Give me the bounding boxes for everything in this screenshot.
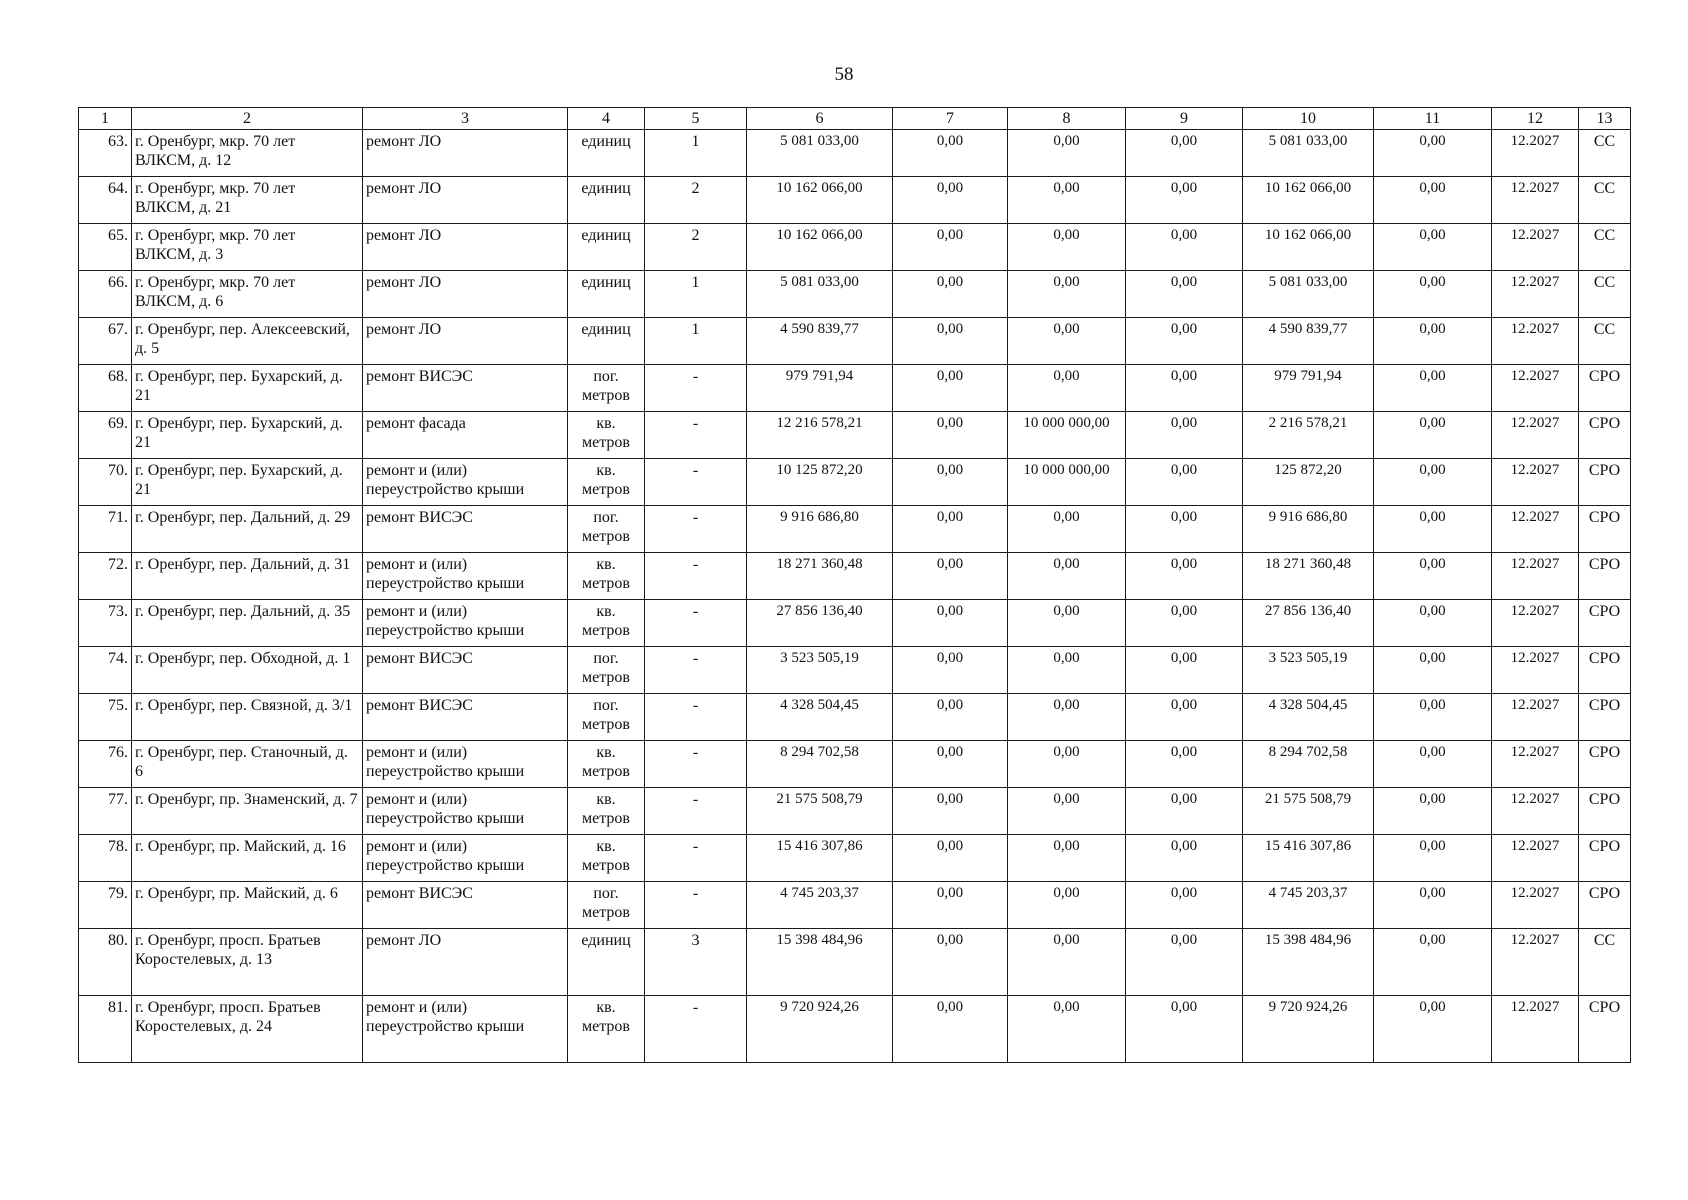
row-number-cell: 69. [79, 412, 132, 459]
column-9-cell: 0,00 [1126, 996, 1243, 1063]
column-8-cell: 0,00 [1008, 130, 1126, 177]
address-cell: г. Оренбург, пер. Станочный, д. 6 [132, 741, 363, 788]
total-cost-cell: 10 162 066,00 [747, 224, 893, 271]
table-row [79, 788, 1631, 835]
total-cost-cell: 3 523 505,19 [747, 647, 893, 694]
column-10-cell: 9 916 686,80 [1243, 506, 1374, 553]
row-number-cell: 68. [79, 365, 132, 412]
completion-date-cell: 12.2027 [1492, 741, 1579, 788]
contractor-code-cell: СС [1579, 929, 1631, 996]
address-cell: г. Оренбург, мкр. 70 лет ВЛКСМ, д. 21 [132, 177, 363, 224]
unit-cell: единиц [568, 318, 645, 365]
quantity-cell: - [645, 506, 747, 553]
unit-cell: пог. метров [568, 506, 645, 553]
column-7-cell: 0,00 [893, 694, 1008, 741]
total-cost-cell: 9 720 924,26 [747, 996, 893, 1063]
total-cost-cell: 5 081 033,00 [747, 130, 893, 177]
total-cost-cell: 10 125 872,20 [747, 459, 893, 506]
row-number-cell: 63. [79, 130, 132, 177]
table-row [79, 412, 1631, 459]
column-10-cell: 15 416 307,86 [1243, 835, 1374, 882]
row-number-cell: 72. [79, 553, 132, 600]
completion-date-cell: 12.2027 [1492, 365, 1579, 412]
contractor-code-cell: СРО [1579, 506, 1631, 553]
unit-cell: кв. метров [568, 553, 645, 600]
column-10-cell: 4 328 504,45 [1243, 694, 1374, 741]
work-type-cell: ремонт фасада [363, 412, 568, 459]
contractor-code-cell: СС [1579, 130, 1631, 177]
column-11-cell: 0,00 [1374, 553, 1492, 600]
address-cell: г. Оренбург, пер. Бухарский, д. 21 [132, 459, 363, 506]
quantity-cell: - [645, 600, 747, 647]
row-number-cell: 76. [79, 741, 132, 788]
column-7-cell: 0,00 [893, 130, 1008, 177]
column-9-cell: 0,00 [1126, 741, 1243, 788]
column-7-cell: 0,00 [893, 788, 1008, 835]
unit-cell: единиц [568, 177, 645, 224]
column-10-cell: 8 294 702,58 [1243, 741, 1374, 788]
address-cell: г. Оренбург, просп. Братьев Коростелевых, д. 13 [132, 929, 363, 996]
column-header: 1 [79, 108, 132, 130]
column-9-cell: 0,00 [1126, 318, 1243, 365]
row-number-cell: 67. [79, 318, 132, 365]
work-type-cell: ремонт ЛО [363, 224, 568, 271]
column-header: 11 [1374, 108, 1492, 130]
column-header: 13 [1579, 108, 1631, 130]
address-cell: г. Оренбург, мкр. 70 лет ВЛКСМ, д. 6 [132, 271, 363, 318]
row-number-cell: 70. [79, 459, 132, 506]
quantity-cell: - [645, 882, 747, 929]
column-8-cell: 0,00 [1008, 600, 1126, 647]
work-type-cell: ремонт ЛО [363, 929, 568, 996]
column-8-cell: 0,00 [1008, 741, 1126, 788]
work-type-cell: ремонт и (или) переустройство крыши [363, 835, 568, 882]
contractor-code-cell: СРО [1579, 553, 1631, 600]
column-9-cell: 0,00 [1126, 459, 1243, 506]
column-10-cell: 3 523 505,19 [1243, 647, 1374, 694]
column-8-cell: 0,00 [1008, 318, 1126, 365]
column-9-cell: 0,00 [1126, 882, 1243, 929]
column-8-cell: 0,00 [1008, 996, 1126, 1063]
column-11-cell: 0,00 [1374, 996, 1492, 1063]
column-8-cell: 0,00 [1008, 224, 1126, 271]
column-9-cell: 0,00 [1126, 788, 1243, 835]
row-number-cell: 65. [79, 224, 132, 271]
header-row [79, 108, 1631, 130]
completion-date-cell: 12.2027 [1492, 996, 1579, 1063]
column-10-cell: 2 216 578,21 [1243, 412, 1374, 459]
address-cell: г. Оренбург, пр. Майский, д. 16 [132, 835, 363, 882]
work-type-cell: ремонт и (или) переустройство крыши [363, 788, 568, 835]
column-7-cell: 0,00 [893, 459, 1008, 506]
work-type-cell: ремонт и (или) переустройство крыши [363, 741, 568, 788]
completion-date-cell: 12.2027 [1492, 788, 1579, 835]
column-10-cell: 10 162 066,00 [1243, 224, 1374, 271]
unit-cell: пог. метров [568, 647, 645, 694]
total-cost-cell: 4 590 839,77 [747, 318, 893, 365]
column-8-cell: 0,00 [1008, 788, 1126, 835]
column-8-cell: 0,00 [1008, 177, 1126, 224]
quantity-cell: - [645, 788, 747, 835]
row-number-cell: 73. [79, 600, 132, 647]
unit-cell: кв. метров [568, 788, 645, 835]
column-7-cell: 0,00 [893, 835, 1008, 882]
contractor-code-cell: СРО [1579, 882, 1631, 929]
work-type-cell: ремонт ВИСЭС [363, 506, 568, 553]
column-9-cell: 0,00 [1126, 506, 1243, 553]
column-9-cell: 0,00 [1126, 365, 1243, 412]
total-cost-cell: 21 575 508,79 [747, 788, 893, 835]
unit-cell: кв. метров [568, 412, 645, 459]
completion-date-cell: 12.2027 [1492, 224, 1579, 271]
quantity-cell: 1 [645, 130, 747, 177]
column-11-cell: 0,00 [1374, 741, 1492, 788]
total-cost-cell: 12 216 578,21 [747, 412, 893, 459]
column-7-cell: 0,00 [893, 741, 1008, 788]
work-type-cell: ремонт и (или) переустройство крыши [363, 459, 568, 506]
quantity-cell: - [645, 741, 747, 788]
row-number-cell: 75. [79, 694, 132, 741]
contractor-code-cell: СС [1579, 271, 1631, 318]
quantity-cell: 1 [645, 271, 747, 318]
column-11-cell: 0,00 [1374, 600, 1492, 647]
column-10-cell: 18 271 360,48 [1243, 553, 1374, 600]
row-number-cell: 71. [79, 506, 132, 553]
column-11-cell: 0,00 [1374, 835, 1492, 882]
column-8-cell: 0,00 [1008, 929, 1126, 996]
column-8-cell: 10 000 000,00 [1008, 412, 1126, 459]
column-11-cell: 0,00 [1374, 929, 1492, 996]
column-11-cell: 0,00 [1374, 694, 1492, 741]
column-9-cell: 0,00 [1126, 929, 1243, 996]
work-type-cell: ремонт ВИСЭС [363, 694, 568, 741]
completion-date-cell: 12.2027 [1492, 412, 1579, 459]
column-8-cell: 0,00 [1008, 835, 1126, 882]
column-10-cell: 5 081 033,00 [1243, 130, 1374, 177]
column-8-cell: 0,00 [1008, 694, 1126, 741]
completion-date-cell: 12.2027 [1492, 694, 1579, 741]
table-row [79, 459, 1631, 506]
column-9-cell: 0,00 [1126, 271, 1243, 318]
quantity-cell: - [645, 365, 747, 412]
total-cost-cell: 4 328 504,45 [747, 694, 893, 741]
column-9-cell: 0,00 [1126, 835, 1243, 882]
column-8-cell: 0,00 [1008, 647, 1126, 694]
address-cell: г. Оренбург, пер. Дальний, д. 35 [132, 600, 363, 647]
column-7-cell: 0,00 [893, 412, 1008, 459]
address-cell: г. Оренбург, пер. Бухарский, д. 21 [132, 412, 363, 459]
row-number-cell: 66. [79, 271, 132, 318]
unit-cell: кв. метров [568, 600, 645, 647]
total-cost-cell: 15 398 484,96 [747, 929, 893, 996]
contractor-code-cell: СРО [1579, 996, 1631, 1063]
column-10-cell: 10 162 066,00 [1243, 177, 1374, 224]
completion-date-cell: 12.2027 [1492, 647, 1579, 694]
completion-date-cell: 12.2027 [1492, 177, 1579, 224]
total-cost-cell: 15 416 307,86 [747, 835, 893, 882]
contractor-code-cell: СРО [1579, 741, 1631, 788]
completion-date-cell: 12.2027 [1492, 929, 1579, 996]
column-7-cell: 0,00 [893, 553, 1008, 600]
unit-cell: кв. метров [568, 741, 645, 788]
address-cell: г. Оренбург, пер. Обходной, д. 1 [132, 647, 363, 694]
unit-cell: единиц [568, 271, 645, 318]
column-10-cell: 979 791,94 [1243, 365, 1374, 412]
column-header: 9 [1126, 108, 1243, 130]
table-row [79, 130, 1631, 177]
column-8-cell: 0,00 [1008, 506, 1126, 553]
address-cell: г. Оренбург, пер. Бухарский, д. 21 [132, 365, 363, 412]
row-number-cell: 78. [79, 835, 132, 882]
column-header: 12 [1492, 108, 1579, 130]
quantity-cell: 3 [645, 929, 747, 996]
column-7-cell: 0,00 [893, 600, 1008, 647]
quantity-cell: - [645, 553, 747, 600]
page-number: 58 [834, 64, 854, 85]
column-10-cell: 27 856 136,40 [1243, 600, 1374, 647]
work-type-cell: ремонт ЛО [363, 271, 568, 318]
address-cell: г. Оренбург, пер. Дальний, д. 29 [132, 506, 363, 553]
contractor-code-cell: СРО [1579, 788, 1631, 835]
column-11-cell: 0,00 [1374, 788, 1492, 835]
total-cost-cell: 5 081 033,00 [747, 271, 893, 318]
total-cost-cell: 979 791,94 [747, 365, 893, 412]
column-11-cell: 0,00 [1374, 365, 1492, 412]
column-8-cell: 10 000 000,00 [1008, 459, 1126, 506]
works-register-table [78, 107, 1631, 1063]
row-number-cell: 64. [79, 177, 132, 224]
completion-date-cell: 12.2027 [1492, 506, 1579, 553]
column-8-cell: 0,00 [1008, 882, 1126, 929]
column-11-cell: 0,00 [1374, 506, 1492, 553]
table-row [79, 741, 1631, 788]
work-type-cell: ремонт и (или) переустройство крыши [363, 600, 568, 647]
table-row [79, 694, 1631, 741]
unit-cell: пог. метров [568, 882, 645, 929]
completion-date-cell: 12.2027 [1492, 882, 1579, 929]
table-row [79, 365, 1631, 412]
completion-date-cell: 12.2027 [1492, 130, 1579, 177]
column-10-cell: 5 081 033,00 [1243, 271, 1374, 318]
column-11-cell: 0,00 [1374, 271, 1492, 318]
contractor-code-cell: СС [1579, 318, 1631, 365]
table-row [79, 224, 1631, 271]
work-type-cell: ремонт ВИСЭС [363, 882, 568, 929]
unit-cell: пог. метров [568, 365, 645, 412]
completion-date-cell: 12.2027 [1492, 835, 1579, 882]
row-number-cell: 79. [79, 882, 132, 929]
column-9-cell: 0,00 [1126, 224, 1243, 271]
column-11-cell: 0,00 [1374, 318, 1492, 365]
quantity-cell: - [645, 835, 747, 882]
total-cost-cell: 9 916 686,80 [747, 506, 893, 553]
table-row [79, 647, 1631, 694]
column-header: 2 [132, 108, 363, 130]
column-8-cell: 0,00 [1008, 365, 1126, 412]
row-number-cell: 77. [79, 788, 132, 835]
total-cost-cell: 10 162 066,00 [747, 177, 893, 224]
table-row [79, 506, 1631, 553]
completion-date-cell: 12.2027 [1492, 553, 1579, 600]
unit-cell: кв. метров [568, 459, 645, 506]
row-number-cell: 81. [79, 996, 132, 1063]
quantity-cell: 1 [645, 318, 747, 365]
column-9-cell: 0,00 [1126, 130, 1243, 177]
total-cost-cell: 27 856 136,40 [747, 600, 893, 647]
column-11-cell: 0,00 [1374, 647, 1492, 694]
unit-cell: кв. метров [568, 996, 645, 1063]
column-header: 8 [1008, 108, 1126, 130]
address-cell: г. Оренбург, пр. Знаменский, д. 7 [132, 788, 363, 835]
column-8-cell: 0,00 [1008, 553, 1126, 600]
column-7-cell: 0,00 [893, 318, 1008, 365]
contractor-code-cell: СРО [1579, 835, 1631, 882]
work-type-cell: ремонт ЛО [363, 318, 568, 365]
total-cost-cell: 18 271 360,48 [747, 553, 893, 600]
column-header: 3 [363, 108, 568, 130]
quantity-cell: - [645, 996, 747, 1063]
column-9-cell: 0,00 [1126, 600, 1243, 647]
column-10-cell: 9 720 924,26 [1243, 996, 1374, 1063]
column-header: 7 [893, 108, 1008, 130]
table-body [79, 130, 1631, 1063]
column-10-cell: 4 745 203,37 [1243, 882, 1374, 929]
column-9-cell: 0,00 [1126, 553, 1243, 600]
contractor-code-cell: СС [1579, 177, 1631, 224]
address-cell: г. Оренбург, мкр. 70 лет ВЛКСМ, д. 12 [132, 130, 363, 177]
column-header: 5 [645, 108, 747, 130]
unit-cell: единиц [568, 130, 645, 177]
column-7-cell: 0,00 [893, 506, 1008, 553]
table-row [79, 882, 1631, 929]
column-7-cell: 0,00 [893, 929, 1008, 996]
table-row [79, 996, 1631, 1063]
completion-date-cell: 12.2027 [1492, 600, 1579, 647]
column-7-cell: 0,00 [893, 882, 1008, 929]
contractor-code-cell: СРО [1579, 459, 1631, 506]
column-header: 4 [568, 108, 645, 130]
total-cost-cell: 8 294 702,58 [747, 741, 893, 788]
work-type-cell: ремонт и (или) переустройство крыши [363, 553, 568, 600]
address-cell: г. Оренбург, просп. Братьев Коростелевых, д. 24 [132, 996, 363, 1063]
quantity-cell: 2 [645, 177, 747, 224]
column-11-cell: 0,00 [1374, 130, 1492, 177]
work-type-cell: ремонт и (или) переустройство крыши [363, 996, 568, 1063]
quantity-cell: - [645, 459, 747, 506]
column-8-cell: 0,00 [1008, 271, 1126, 318]
column-header: 10 [1243, 108, 1374, 130]
column-9-cell: 0,00 [1126, 647, 1243, 694]
address-cell: г. Оренбург, пер. Алексеевский, д. 5 [132, 318, 363, 365]
table-header [79, 108, 1631, 130]
column-10-cell: 21 575 508,79 [1243, 788, 1374, 835]
contractor-code-cell: СРО [1579, 694, 1631, 741]
work-type-cell: ремонт ВИСЭС [363, 647, 568, 694]
contractor-code-cell: СС [1579, 224, 1631, 271]
address-cell: г. Оренбург, пер. Дальний, д. 31 [132, 553, 363, 600]
column-7-cell: 0,00 [893, 996, 1008, 1063]
column-11-cell: 0,00 [1374, 224, 1492, 271]
contractor-code-cell: СРО [1579, 600, 1631, 647]
address-cell: г. Оренбург, мкр. 70 лет ВЛКСМ, д. 3 [132, 224, 363, 271]
column-header: 6 [747, 108, 893, 130]
table-row [79, 835, 1631, 882]
contractor-code-cell: СРО [1579, 647, 1631, 694]
column-10-cell: 4 590 839,77 [1243, 318, 1374, 365]
unit-cell: единиц [568, 224, 645, 271]
table-row [79, 177, 1631, 224]
table-row [79, 553, 1631, 600]
table-row [79, 271, 1631, 318]
quantity-cell: - [645, 647, 747, 694]
column-7-cell: 0,00 [893, 224, 1008, 271]
column-11-cell: 0,00 [1374, 459, 1492, 506]
column-11-cell: 0,00 [1374, 177, 1492, 224]
quantity-cell: - [645, 694, 747, 741]
quantity-cell: - [645, 412, 747, 459]
unit-cell: кв. метров [568, 835, 645, 882]
address-cell: г. Оренбург, пер. Связной, д. 3/1 [132, 694, 363, 741]
table-row [79, 318, 1631, 365]
quantity-cell: 2 [645, 224, 747, 271]
column-7-cell: 0,00 [893, 177, 1008, 224]
work-type-cell: ремонт ВИСЭС [363, 365, 568, 412]
contractor-code-cell: СРО [1579, 365, 1631, 412]
row-number-cell: 74. [79, 647, 132, 694]
column-7-cell: 0,00 [893, 647, 1008, 694]
address-cell: г. Оренбург, пр. Майский, д. 6 [132, 882, 363, 929]
column-9-cell: 0,00 [1126, 694, 1243, 741]
work-type-cell: ремонт ЛО [363, 177, 568, 224]
unit-cell: единиц [568, 929, 645, 996]
column-10-cell: 125 872,20 [1243, 459, 1374, 506]
column-7-cell: 0,00 [893, 365, 1008, 412]
column-7-cell: 0,00 [893, 271, 1008, 318]
work-type-cell: ремонт ЛО [363, 130, 568, 177]
table-row [79, 929, 1631, 996]
row-number-cell: 80. [79, 929, 132, 996]
column-9-cell: 0,00 [1126, 177, 1243, 224]
unit-cell: пог. метров [568, 694, 645, 741]
column-11-cell: 0,00 [1374, 412, 1492, 459]
column-10-cell: 15 398 484,96 [1243, 929, 1374, 996]
completion-date-cell: 12.2027 [1492, 318, 1579, 365]
contractor-code-cell: СРО [1579, 412, 1631, 459]
total-cost-cell: 4 745 203,37 [747, 882, 893, 929]
column-9-cell: 0,00 [1126, 412, 1243, 459]
column-11-cell: 0,00 [1374, 882, 1492, 929]
completion-date-cell: 12.2027 [1492, 271, 1579, 318]
table-row [79, 600, 1631, 647]
completion-date-cell: 12.2027 [1492, 459, 1579, 506]
